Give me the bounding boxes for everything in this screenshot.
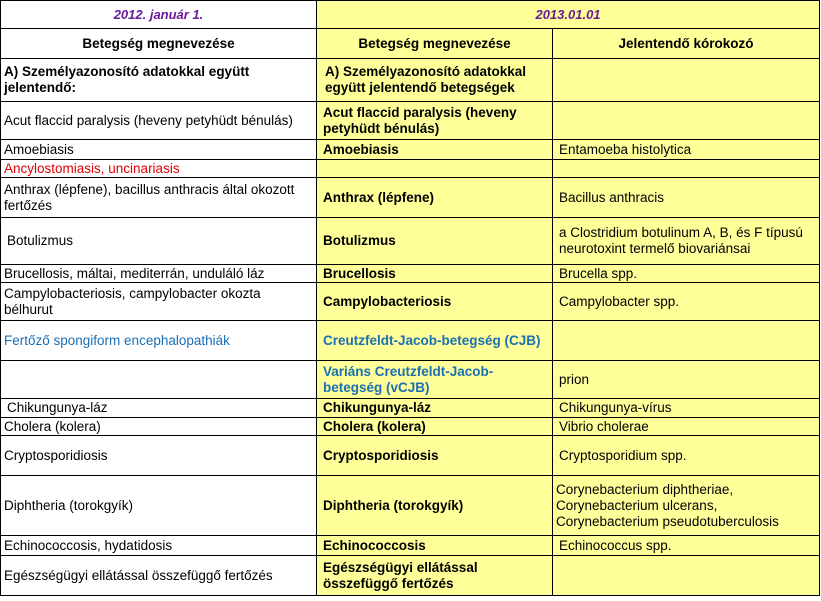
old-disease-cell[interactable]: Diphtheria (torokgyík)	[1, 476, 317, 536]
table-row	[1, 556, 820, 596]
old-disease-cell[interactable]: Egészségügyi ellátással összefüggő fertőzés	[1, 556, 317, 596]
table-row	[1, 265, 820, 283]
table-row	[1, 418, 820, 436]
old-disease-cell[interactable]	[1, 361, 317, 399]
pathogen-cell[interactable]	[553, 160, 820, 178]
old-disease-cell[interactable]: Cholera (kolera)	[1, 418, 317, 436]
section-label-old[interactable]: A) Személyazonosító adatokkal együtt jelentendő:	[1, 59, 317, 102]
pathogen-cell[interactable]: Corynebacterium diphtheriae, Corynebacterium ulcerans, Corynebacterium pseudotuberculosis	[553, 476, 820, 536]
table-row	[1, 283, 820, 321]
old-disease-cell[interactable]: Brucellosis, máltai, mediterrán, unduláló láz	[1, 265, 317, 283]
old-disease-cell[interactable]: Echinococcosis, hydatidosis	[1, 536, 317, 556]
table-row	[1, 361, 820, 399]
table-row	[1, 140, 820, 160]
table-row	[1, 178, 820, 218]
new-disease-cell[interactable]: Brucellosis	[317, 265, 553, 283]
left-date-header[interactable]: 2012. január 1.	[1, 1, 317, 29]
section-pathogen-cell[interactable]	[553, 59, 820, 102]
pathogen-cell[interactable]: Vibrio cholerae	[553, 418, 820, 436]
new-disease-cell[interactable]: Cholera (kolera)	[317, 418, 553, 436]
pathogen-cell[interactable]	[553, 321, 820, 361]
section-label-new[interactable]: A) Személyazonosító adatokkal együtt jelentendő betegségek	[317, 59, 553, 102]
new-disease-cell[interactable]: Campylobacteriosis	[317, 283, 553, 321]
pathogen-cell[interactable]: Entamoeba histolytica	[553, 140, 820, 160]
right-date-header[interactable]: 2013.01.01	[317, 1, 820, 29]
pathogen-cell[interactable]	[553, 556, 820, 596]
new-disease-cell[interactable]: Creutzfeldt-Jacob-betegség (CJB)	[317, 321, 553, 361]
date-header-row	[1, 1, 820, 29]
section-row	[1, 59, 820, 102]
new-disease-cell[interactable]: Acut flaccid paralysis (heveny petyhüdt bénulás)	[317, 102, 553, 140]
col-header-pathogen[interactable]: Jelentendő kórokozó	[553, 29, 820, 59]
column-header-row	[1, 29, 820, 59]
table-row	[1, 160, 820, 178]
old-disease-cell[interactable]: Botulizmus	[1, 218, 317, 265]
new-disease-cell[interactable]	[317, 160, 553, 178]
col-header-disease-old[interactable]: Betegség megnevezése	[1, 29, 317, 59]
table-row	[1, 399, 820, 418]
table-row	[1, 102, 820, 140]
old-disease-cell[interactable]: Amoebiasis	[1, 140, 317, 160]
pathogen-cell[interactable]: Campylobacter spp.	[553, 283, 820, 321]
pathogen-cell[interactable]: prion	[553, 361, 820, 399]
pathogen-cell[interactable]	[553, 102, 820, 140]
pathogen-cell[interactable]: Brucella spp.	[553, 265, 820, 283]
new-disease-cell[interactable]: Echinococcosis	[317, 536, 553, 556]
pathogen-cell[interactable]: a Clostridium botulinum A, B, és F típusú neurotoxint termelő biovariánsai	[553, 218, 820, 265]
col-header-disease-new[interactable]: Betegség megnevezése	[317, 29, 553, 59]
pathogen-cell[interactable]: Echinococcus spp.	[553, 536, 820, 556]
old-disease-cell[interactable]: Chikungunya-láz	[1, 399, 317, 418]
table-row	[1, 536, 820, 556]
new-disease-cell[interactable]: Chikungunya-láz	[317, 399, 553, 418]
old-disease-cell[interactable]: Ancylostomiasis, uncinariasis	[1, 160, 317, 178]
old-disease-cell[interactable]: Cryptosporidiosis	[1, 436, 317, 476]
table-row	[1, 436, 820, 476]
new-disease-cell[interactable]: Cryptosporidiosis	[317, 436, 553, 476]
new-disease-cell[interactable]: Amoebiasis	[317, 140, 553, 160]
old-disease-cell[interactable]: Campylobacteriosis, campylobacter okozta bélhurut	[1, 283, 317, 321]
old-disease-cell[interactable]: Fertőző spongiform encephalopathiák	[1, 321, 317, 361]
new-disease-cell[interactable]: Anthrax (lépfene)	[317, 178, 553, 218]
old-disease-cell[interactable]: Acut flaccid paralysis (heveny petyhüdt bénulás)	[1, 102, 317, 140]
new-disease-cell[interactable]: Egészségügyi ellátással összefüggő fertőzés	[317, 556, 553, 596]
new-disease-cell[interactable]: Diphtheria (torokgyík)	[317, 476, 553, 536]
table-row	[1, 218, 820, 265]
pathogen-cell[interactable]: Chikungunya-vírus	[553, 399, 820, 418]
old-disease-cell[interactable]: Anthrax (lépfene), bacillus anthracis által okozott fertőzés	[1, 178, 317, 218]
new-disease-cell[interactable]: Variáns Creutzfeldt-Jacob-betegség (vCJB)	[317, 361, 553, 399]
pathogen-cell[interactable]: Cryptosporidium spp.	[553, 436, 820, 476]
pathogen-cell[interactable]: Bacillus anthracis	[553, 178, 820, 218]
table-row	[1, 321, 820, 361]
new-disease-cell[interactable]: Botulizmus	[317, 218, 553, 265]
table-row	[1, 476, 820, 536]
